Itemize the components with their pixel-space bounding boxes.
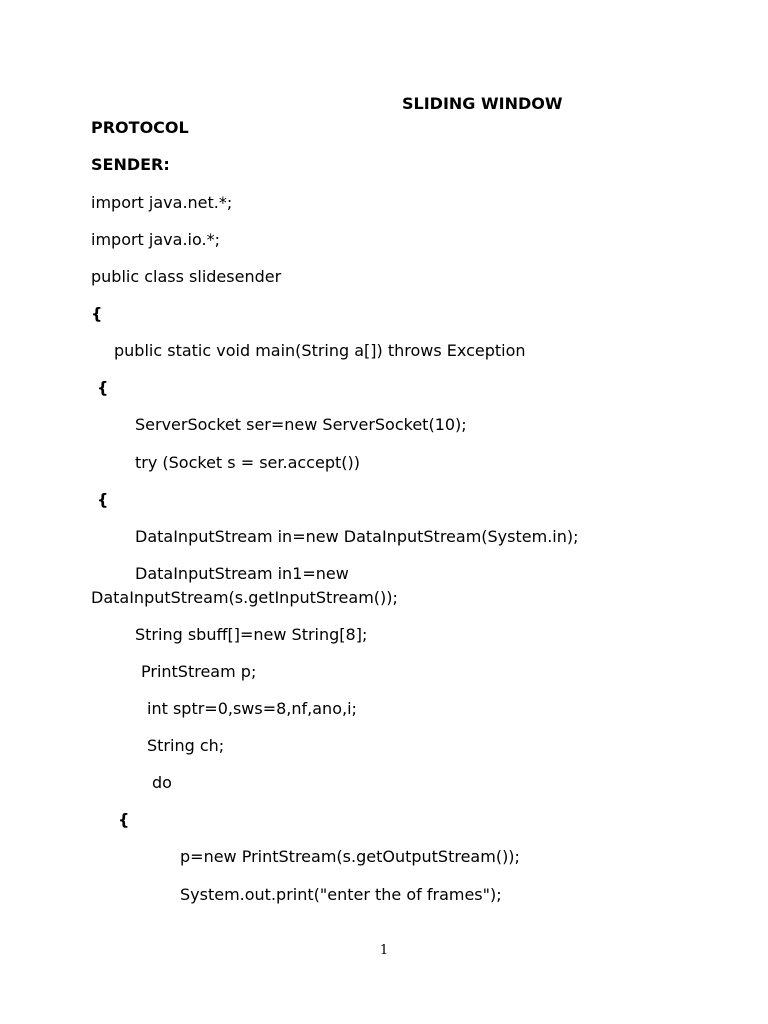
code-line: ServerSocket ser=new ServerSocket(10);: [135, 415, 467, 434]
title-line-2: PROTOCOL: [91, 118, 189, 137]
code-line: import java.net.*;: [91, 193, 233, 212]
code-line: int sptr=0,sws=8,nf,ano,i;: [147, 699, 357, 718]
code-line: p=new PrintStream(s.getOutputStream());: [180, 847, 520, 866]
code-line: String ch;: [147, 736, 225, 755]
code-line: DataInputStream in=new DataInputStream(System.in);: [135, 527, 579, 546]
title-line-1: SLIDING WINDOW: [402, 94, 563, 113]
code-line: {: [118, 810, 130, 829]
code-line: System.out.print("enter the of frames");: [180, 885, 502, 904]
code-line: PrintStream p;: [141, 662, 257, 681]
code-line: import java.io.*;: [91, 230, 220, 249]
code-line: {: [97, 490, 109, 509]
page-number: 1: [379, 943, 389, 958]
code-line: DataInputStream in1=new: [135, 564, 349, 583]
code-line: DataInputStream(s.getInputStream());: [91, 588, 398, 607]
code-line: String sbuff[]=new String[8];: [135, 625, 368, 644]
code-line: public static void main(String a[]) throws Exception: [114, 341, 526, 360]
code-line: {: [91, 304, 103, 323]
code-line: do: [152, 773, 172, 792]
code-line: try (Socket s = ser.accept()): [135, 453, 360, 472]
code-line: {: [97, 378, 109, 397]
section-heading: SENDER:: [91, 155, 170, 174]
code-line: public class slidesender: [91, 267, 282, 286]
